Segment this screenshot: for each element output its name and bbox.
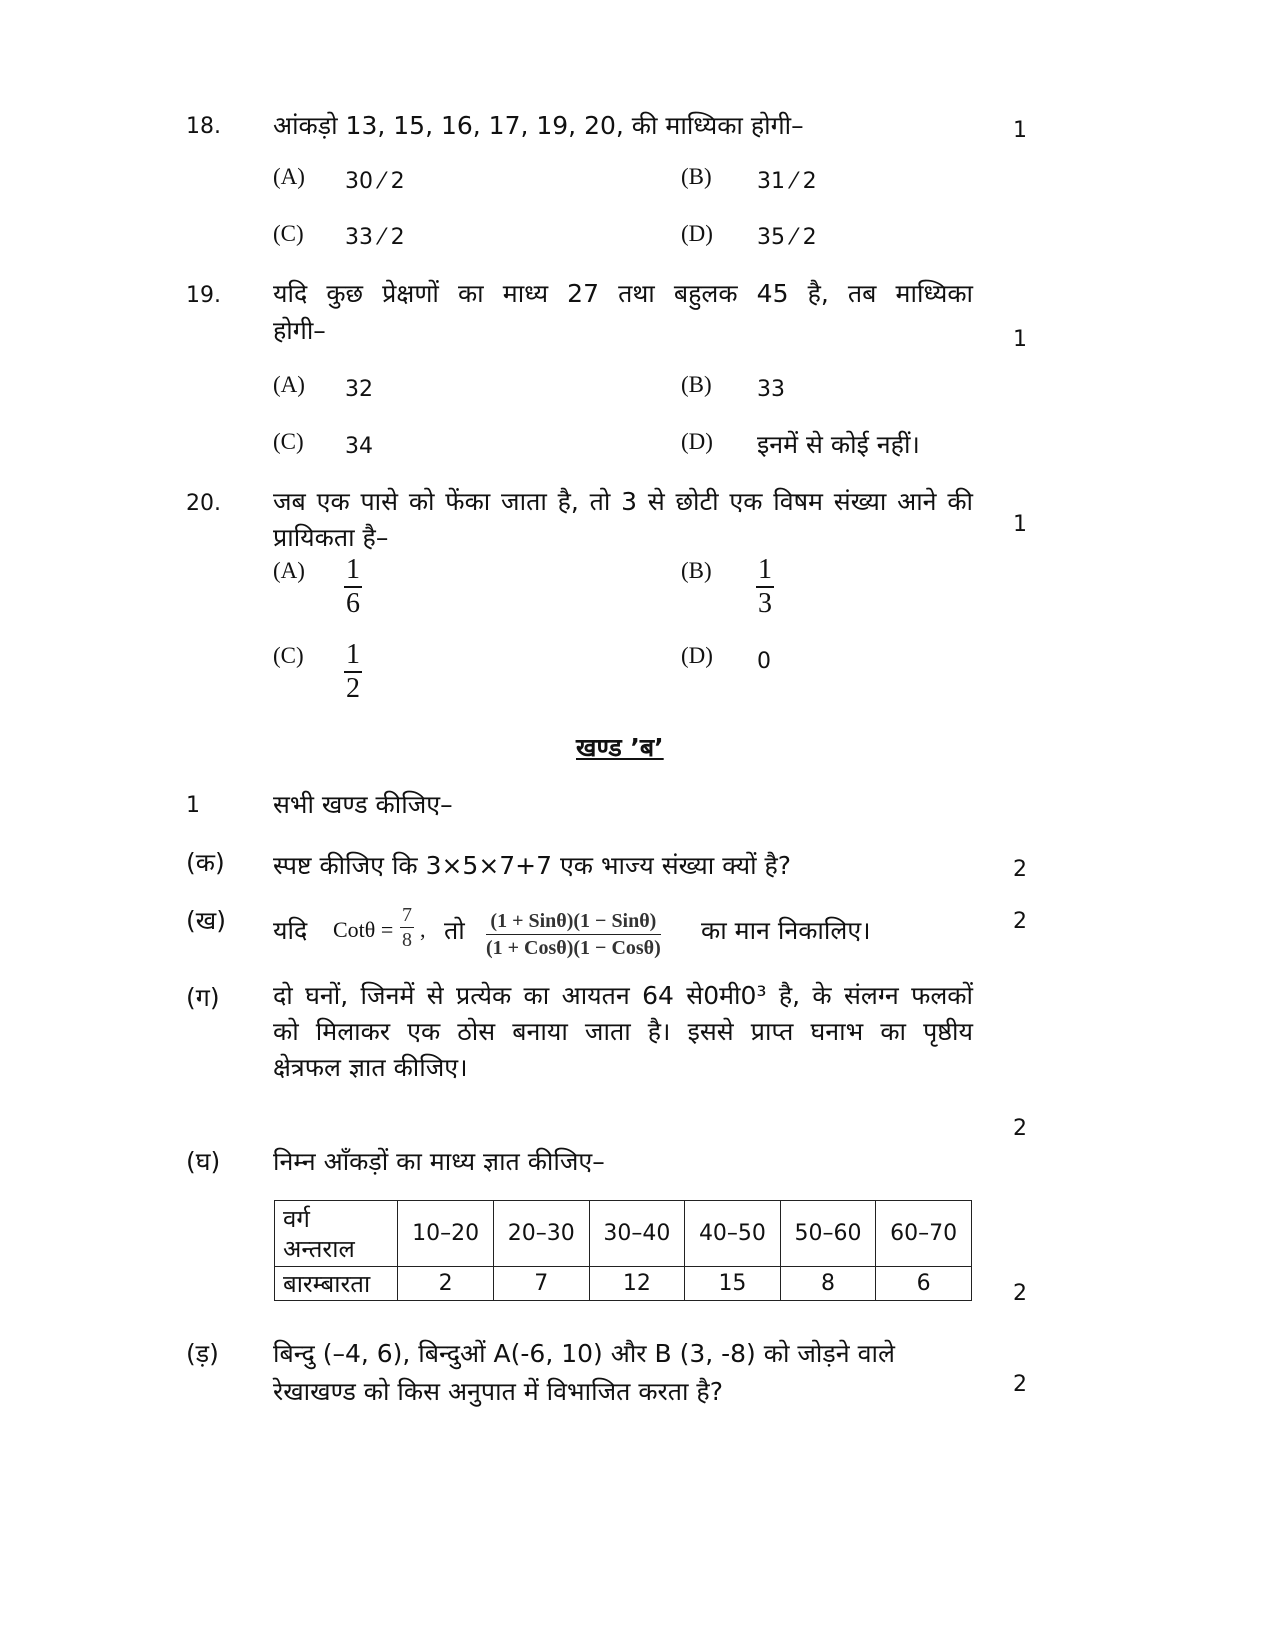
option-value: 34 [345, 434, 373, 459]
subpart-label: (घ) [186, 1147, 221, 1176]
cot-fraction [400, 903, 414, 952]
subpart-label: (ड़) [186, 1339, 219, 1368]
fraction-numerator: 1 [758, 554, 772, 585]
subpart-text: यदि [273, 916, 308, 945]
subpart-text-line: क्षेत्रफल ज्ञात कीजिए। [273, 1053, 468, 1082]
header-line: वर्ग [283, 1204, 310, 1233]
subpart-marks: 2 [1013, 1116, 1027, 1141]
subpart-marks: 2 [1013, 1372, 1027, 1397]
option-label: (A) [273, 164, 305, 189]
option-label: (C) [273, 643, 304, 668]
subpart-text-line: दो घनों, जिनमें से प्रत्येक का आयतन 64 से0मी0³ है, के संलग्न फलकों [273, 981, 973, 1010]
option-value: 31 ⁄ 2 [757, 169, 817, 194]
question-marks: 1 [1013, 327, 1027, 352]
subpart-text: स्पष्ट कीजिए कि 3×5×7+7 एक भाज्य संख्या क्यों है? [273, 851, 792, 880]
option-label: (C) [273, 429, 304, 454]
frequency-table [274, 1200, 972, 1301]
question-text: आंकड़ो 13, 15, 16, 17, 19, 20, की माध्यिका होगी– [273, 111, 804, 140]
option-label: (D) [681, 221, 713, 246]
table-row [275, 1201, 972, 1267]
option-label: (B) [681, 164, 712, 189]
subpart-text-line: को मिलाकर एक ठोस बनाया जाता है। इससे प्राप्त घनाभ का पृष्ठीय [273, 1017, 973, 1046]
table-cell: 30–40 [589, 1201, 685, 1267]
fraction-numerator: (1 + Sinθ)(1 − Sinθ) [490, 910, 657, 932]
table-cell: 40–50 [685, 1201, 781, 1267]
comma: , [420, 917, 426, 942]
option-label: (A) [273, 558, 305, 583]
fraction-numerator: 1 [346, 554, 360, 585]
option-label: (A) [273, 372, 305, 397]
subpart-text-line: रेखाखण्ड को किस अनुपात में विभाजित करता है? [273, 1377, 723, 1406]
table-cell: 7 [493, 1267, 589, 1301]
subpart-marks: 2 [1013, 1281, 1027, 1306]
option-value: 32 [345, 377, 373, 402]
fraction-denominator: (1 + Cosθ)(1 − Cosθ) [486, 937, 661, 959]
question-number: 20. [186, 491, 221, 516]
trig-expression [486, 908, 661, 961]
table-cell: 15 [685, 1267, 781, 1301]
option-label: (C) [273, 221, 304, 246]
question-number: 1 [186, 793, 200, 818]
subpart-text: तो [444, 916, 465, 945]
question-text: सभी खण्ड कीजिए– [273, 790, 453, 819]
fraction-denominator: 3 [758, 588, 772, 619]
option-label: (D) [681, 429, 713, 454]
question-text-line: प्रायिकता है– [273, 523, 389, 552]
option-label: (B) [681, 372, 712, 397]
header-line: अन्तराल [283, 1234, 355, 1263]
table-cell: 10–20 [398, 1201, 494, 1267]
option-value: 35 ⁄ 2 [757, 225, 817, 250]
question-text-line: जब एक पासे को फेंका जाता है, तो 3 से छोटी एक विषम संख्या आने की [273, 487, 973, 516]
subpart-marks: 2 [1013, 857, 1027, 882]
table-cell: 2 [398, 1267, 494, 1301]
table-cell: 60–70 [876, 1201, 972, 1267]
subpart-text-line: बिन्दु (–4, 6), बिन्दुओं A(-6, 10) और B (3, -8) को जोड़ने वाले [273, 1339, 895, 1368]
fraction-denominator: 8 [402, 929, 412, 951]
section-heading: खण्ड ’ब’ [576, 733, 664, 762]
table-cell: 20–30 [493, 1201, 589, 1267]
table-row [275, 1267, 972, 1301]
option-label: (D) [681, 643, 713, 668]
subpart-label: (क) [186, 848, 225, 877]
option-label: (B) [681, 558, 712, 583]
option-value: 30 ⁄ 2 [345, 169, 405, 194]
option-value: 33 ⁄ 2 [345, 225, 405, 250]
fraction [344, 640, 362, 704]
subpart-text: निम्न आँकड़ों का माध्य ज्ञात कीजिए– [273, 1147, 605, 1176]
option-value: 33 [757, 377, 785, 402]
fraction [344, 555, 362, 619]
subpart-label: (ग) [186, 983, 220, 1012]
fraction-numerator: 7 [402, 904, 412, 926]
fraction-numerator: 1 [346, 639, 360, 670]
fraction-denominator: 6 [346, 588, 360, 619]
option-value: इनमें से कोई नहीं। [757, 430, 920, 459]
question-text-line: यदि कुछ प्रेक्षणों का माध्य 27 तथा बहुलक 45 है, तब माध्यिका [273, 279, 973, 308]
option-value: 0 [757, 649, 771, 674]
subpart-label: (ख) [186, 906, 226, 935]
table-header-cell: बारम्बारता [275, 1267, 398, 1301]
question-number: 18. [186, 114, 221, 139]
subpart-marks: 2 [1013, 909, 1027, 934]
table-cell: 8 [780, 1267, 876, 1301]
subpart-text: का मान निकालिए। [701, 916, 871, 945]
question-text-line: होगी– [273, 316, 326, 345]
table-cell: 50–60 [780, 1201, 876, 1267]
table-header-cell [275, 1201, 398, 1267]
fraction-denominator: 2 [346, 673, 360, 704]
question-marks: 1 [1013, 512, 1027, 537]
question-number: 19. [186, 283, 221, 308]
fraction [756, 555, 774, 619]
table-cell: 12 [589, 1267, 685, 1301]
question-marks: 1 [1013, 118, 1027, 143]
cot-expression: Cotθ = [333, 917, 394, 942]
table-cell: 6 [876, 1267, 972, 1301]
